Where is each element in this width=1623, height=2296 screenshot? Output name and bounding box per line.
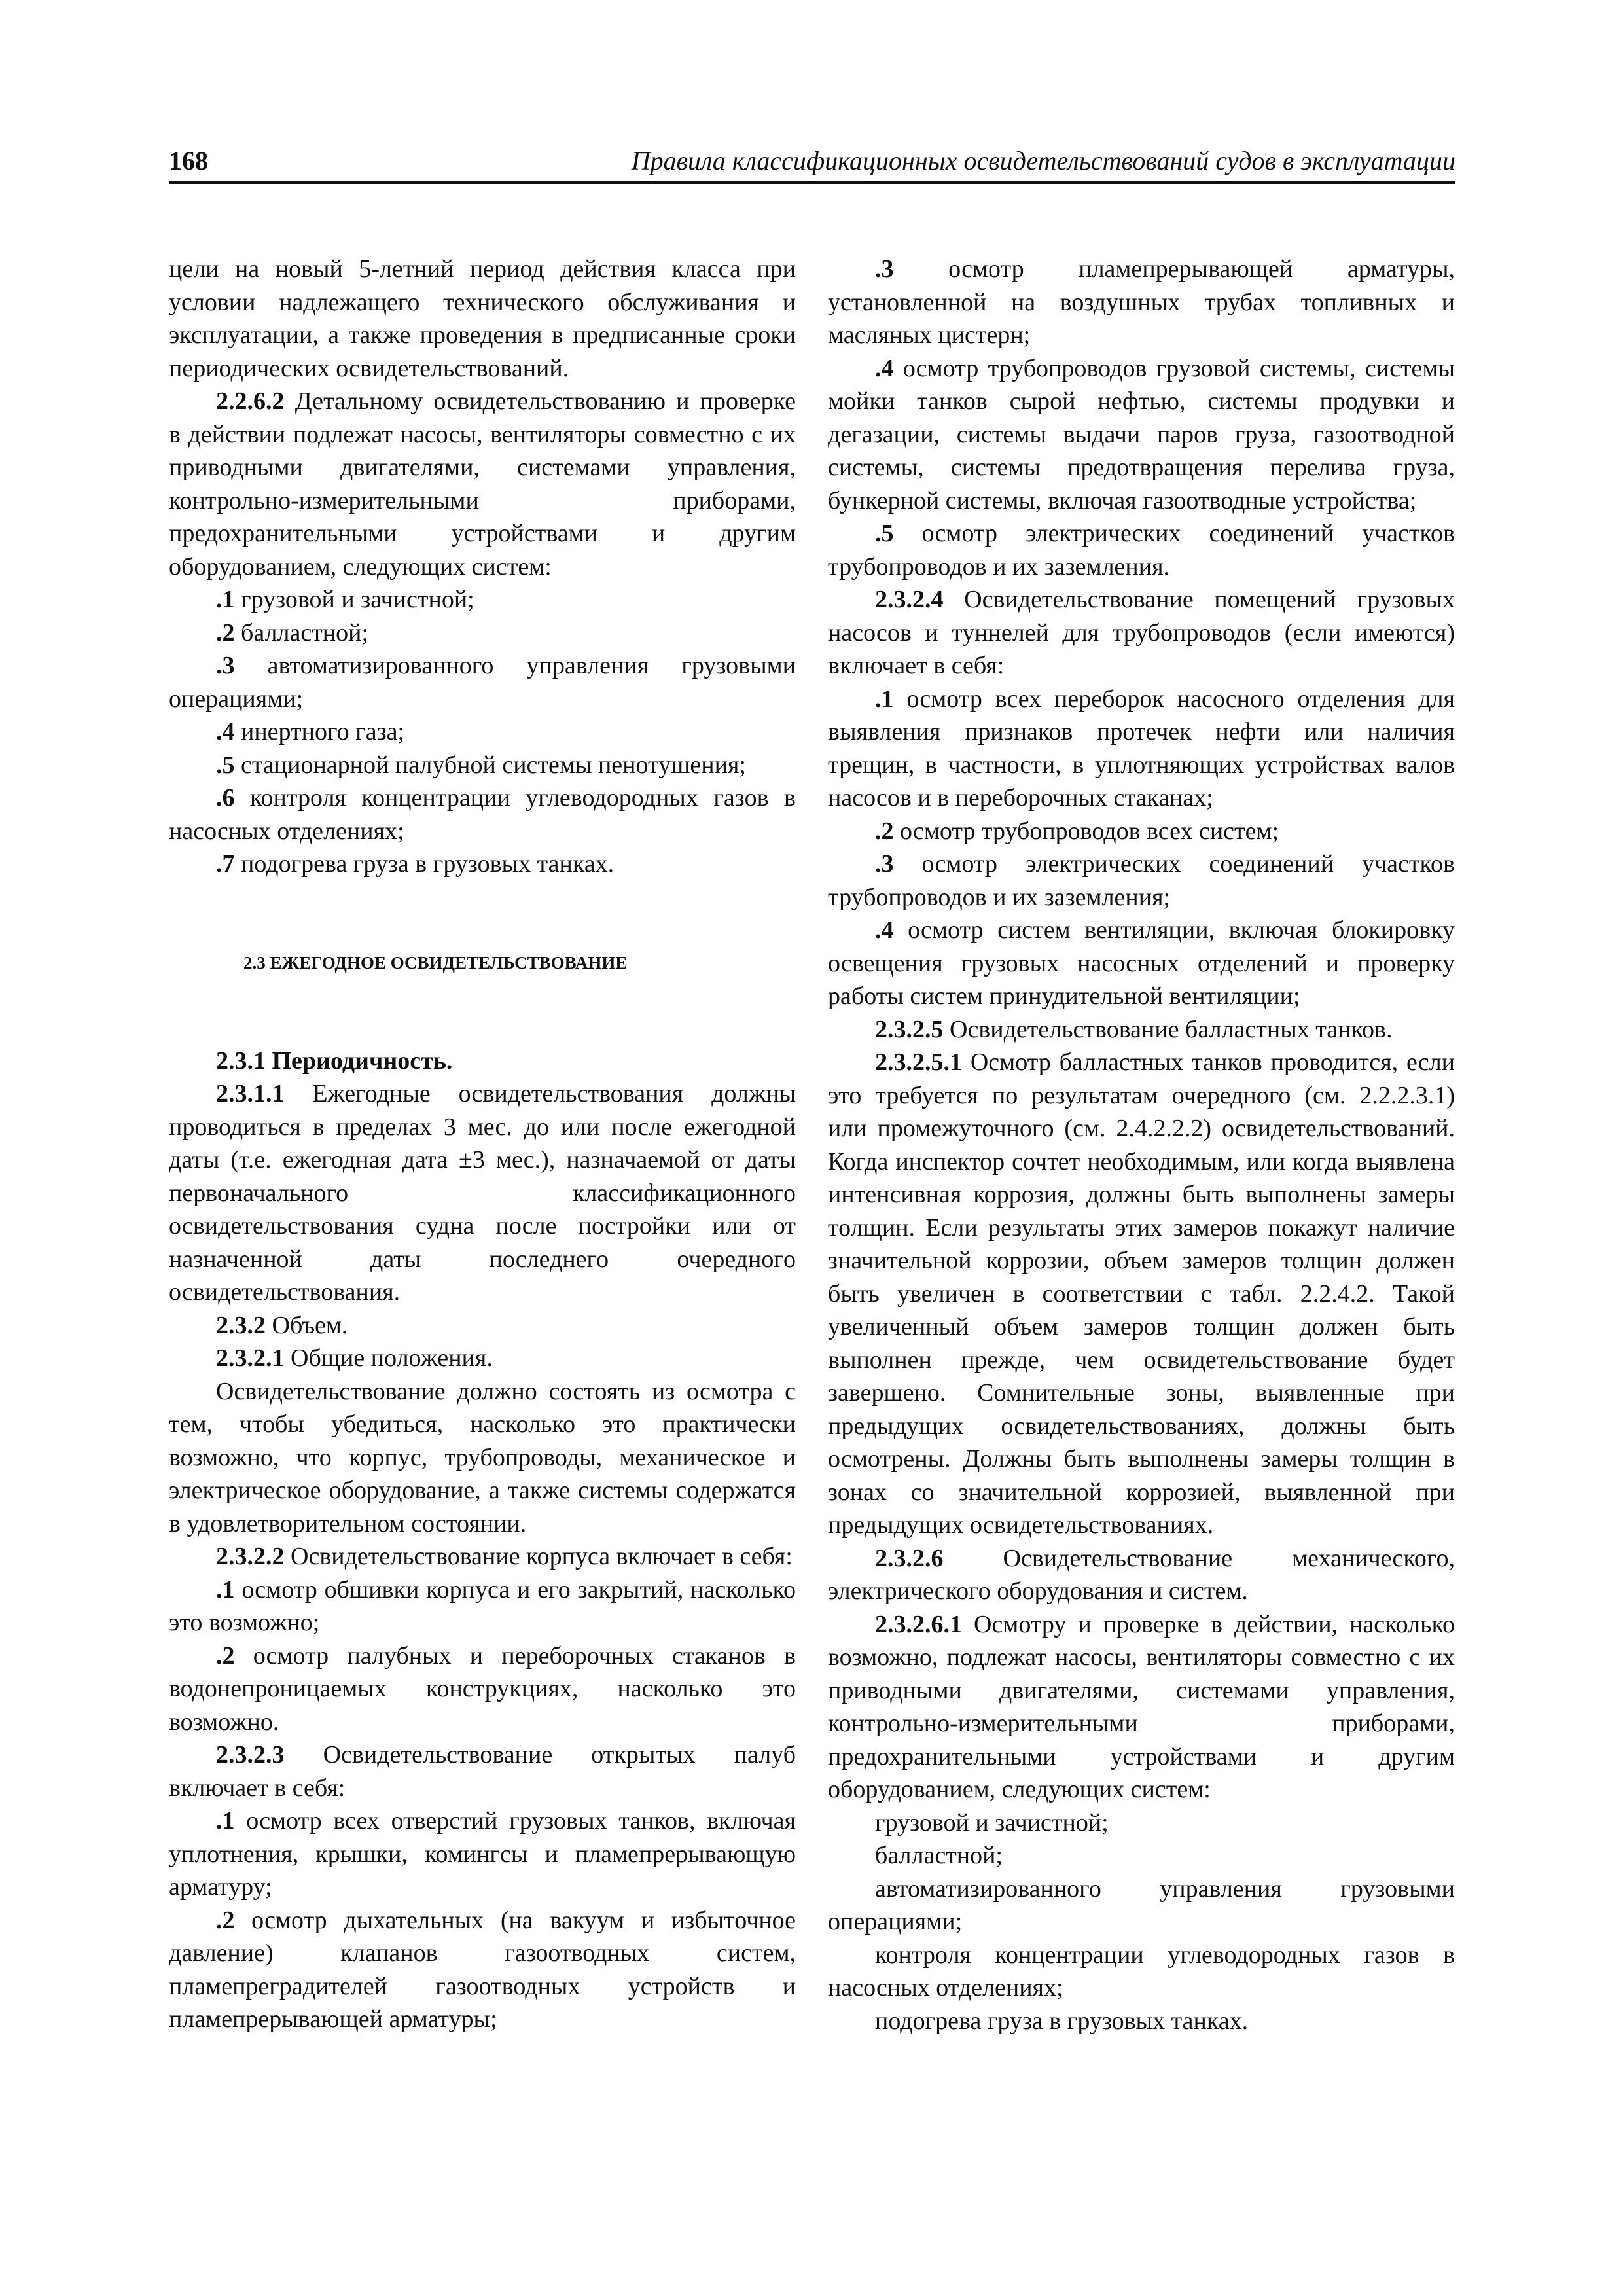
list-text: осмотр трубопроводов всех систем; xyxy=(893,817,1279,845)
paragraph-2-3-2-2 xyxy=(169,1540,796,1573)
list-number: .1 xyxy=(216,1575,235,1604)
list-text: грузовой и зачистной; xyxy=(234,586,474,613)
list-item xyxy=(828,517,1455,583)
list-item xyxy=(828,848,1455,914)
list-text: осмотр всех отверстий грузовых танков, включая уплотнения, крышки, комингсы и пламепрерывающую арматуру; xyxy=(169,1807,796,1901)
list-number: .2 xyxy=(216,1641,235,1670)
right-column xyxy=(828,253,1455,2037)
list-item xyxy=(828,815,1455,848)
clause-number: 2.3.1.1 xyxy=(216,1080,285,1107)
list-number: .1 xyxy=(216,586,235,613)
list-number: .4 xyxy=(875,916,894,944)
list-number: .3 xyxy=(875,850,894,878)
list-number: .2 xyxy=(216,619,235,647)
page-header xyxy=(169,144,1455,184)
list-item xyxy=(828,253,1455,352)
clause-number: 2.3.2.2 xyxy=(216,1543,285,1570)
spacer xyxy=(169,881,796,946)
paragraph-2-3-1-1 xyxy=(169,1077,796,1309)
list-item xyxy=(169,1573,796,1640)
clause-text: Освидетельствование балластных танков. xyxy=(943,1015,1393,1043)
list-number: .7 xyxy=(216,850,235,878)
list-text: осмотр всех переборок насосного отделения для выявления признаков протечек нефти или наличия трещин, в частности, в уплотняющих устройствах валов насосов и в переборочных стаканах; xyxy=(828,685,1455,812)
list-text: контроля концентрации углеводородных газов в насосных отделениях; xyxy=(169,784,796,845)
clause-title: Общие положения. xyxy=(284,1344,493,1372)
list-number: .2 xyxy=(216,1906,235,1934)
paragraph-2-3-2 xyxy=(169,1309,796,1342)
paragraph-2-3-2-6-1 xyxy=(828,1608,1455,1806)
list-number: .1 xyxy=(875,685,894,713)
clause-number: 2.3.2 xyxy=(216,1311,266,1339)
list-text: автоматизированного управления грузовыми операциями; xyxy=(169,652,796,713)
list-text: осмотр электрических соединений участков трубопроводов и их заземления. xyxy=(828,520,1455,581)
list-text: балластной; xyxy=(234,619,369,647)
list-item xyxy=(169,1904,796,2036)
list-item xyxy=(828,683,1455,815)
list-text: осмотр систем вентиляции, включая блокировку освещения грузовых насосных отделений и проверку работы систем принудительной вентиляции; xyxy=(828,916,1455,1010)
clause-number: 2.3.2.6 xyxy=(875,1544,944,1572)
list-text: осмотр электрических соединений участков трубопроводов и их заземления; xyxy=(828,850,1455,911)
list-text: подогрева груза в грузовых танках. xyxy=(234,850,615,878)
clause-number: 2.3.2.4 xyxy=(875,586,944,613)
list-item xyxy=(169,583,796,617)
section-heading: 2.3 ЕЖЕГОДНОЕ ОСВИДЕТЕЛЬСТВОВАНИЕ xyxy=(243,952,628,973)
paragraph-2-3-2-3 xyxy=(169,1738,796,1804)
list-item xyxy=(169,649,796,715)
clause-text: Осмотр балластных танков проводится, если это требуется по результатам очередного (см. 2.2.2.3.1) или промежуточного (см. 2.4.2.2.2) освидетельствований. Когда инспектор сочтет необходимым, или когда выявлена интенсивная коррозия, должны быть выполнены замеры толщин. Если результаты этих замеров покажут наличие значительной коррозии, объем замеров толщин должен быть увеличен в соответствии с табл. 2.2.4.2. Такой увеличенный объем замеров толщин должен быть выполнен прежде, чем освидетельствование будет завершено. Сомнительные зоны, выявленные при предыдущих освидетельствованиях, должны быть осмотрены. Должны быть выполнены замеры толщин в зонах со значительной коррозией, выявленной при предыдущих освидетельствованиях. xyxy=(828,1049,1455,1539)
clause-number: 2.3.2.1 xyxy=(216,1344,285,1372)
clause-text: Осмотру и проверке в действии, насколько возможно, подлежат насосы, вентиляторы совместно с их приводными двигателями, системами управления, контрольно-измерительными приборами, предохранительными устройствами и другим оборудованием, следующих систем: xyxy=(828,1610,1455,1803)
clause-text: Детальному освидетельствованию и проверке в действии подлежат насосы, вентиляторы совместно с их приводными двигателями, системами управления, контрольно-измерительными приборами, предохранительными устройствами и другим оборудованием, следующих систем: xyxy=(169,387,796,581)
clause-number: 2.3.2.3 xyxy=(216,1741,285,1768)
list-item xyxy=(169,1804,796,1904)
clause-text: Ежегодные освидетельствования должны проводиться в пределах 3 мес. до или после ежегодной даты (т.е. ежегодная дата ±3 мес.), назначаемой от даты первоначального классификационного освидетельствования судна после постройки или от назначенной даты последнего очередного освидетельствования. xyxy=(169,1080,796,1306)
list-number: .1 xyxy=(216,1807,235,1835)
list-item xyxy=(828,352,1455,518)
list-item xyxy=(169,781,796,848)
list-text: стационарной палубной системы пенотушения; xyxy=(234,751,746,779)
list-item xyxy=(169,715,796,749)
running-title: Правила классификационных освидетельствований судов в эксплуатации xyxy=(631,146,1455,175)
clause-number: 2.2.6.2 xyxy=(216,387,285,415)
paragraph-2-3-2-4 xyxy=(828,583,1455,683)
clause-number: 2.3.2.6.1 xyxy=(875,1610,962,1638)
list-number: .6 xyxy=(216,784,235,812)
list-item xyxy=(828,914,1455,1013)
list-item xyxy=(169,749,796,782)
paragraph: цели на новый 5-летний период действия класса при условии надлежащего технического обслуживания и эксплуатации, а также проведения в предписанные сроки периодических освидетельствований. xyxy=(169,255,796,382)
list-item: автоматизированного управления грузовыми операциями; xyxy=(828,1874,1455,1935)
clause-text: Освидетельствование корпуса включает в себя: xyxy=(284,1543,793,1570)
paragraph-2-3-2-5-1 xyxy=(828,1046,1455,1542)
list-number: .3 xyxy=(875,255,894,283)
list-item xyxy=(169,1640,796,1739)
list-number: .2 xyxy=(875,817,894,845)
list-text: осмотр обшивки корпуса и его закрытий, насколько это возможно; xyxy=(169,1575,796,1636)
paragraph-2-3-2-1 xyxy=(169,1342,796,1375)
list-number: .4 xyxy=(875,354,894,382)
clause-title: Объем. xyxy=(266,1311,348,1339)
paragraph-2-2-6-2 xyxy=(169,385,796,583)
list-text: осмотр трубопроводов грузовой системы, системы мойки танков сырой нефтью, системы продувки и дегазации, системы выдачи паров груза, газоотводной системы, системы предотвращения перелива груза, бункерной системы, включая газоотводные устройства; xyxy=(828,354,1455,514)
clause-number: 2.3.2.5 xyxy=(875,1015,944,1043)
spacer xyxy=(169,979,796,1045)
left-column xyxy=(169,253,796,2036)
list-item xyxy=(169,617,796,650)
list-item: грузовой и зачистной; xyxy=(875,1808,1109,1837)
clause-number: 2.3.1 xyxy=(216,1047,266,1075)
list-text: инертного газа; xyxy=(234,718,405,745)
paragraph-2-3-1 xyxy=(169,1045,796,1078)
paragraph-2-3-2-6 xyxy=(828,1542,1455,1608)
list-number: .5 xyxy=(875,520,894,547)
clause-text: Освидетельствование открытых палуб включает в себя: xyxy=(169,1741,796,1802)
list-item: контроля концентрации углеводородных газов в насосных отделениях; xyxy=(828,1941,1455,2001)
paragraph: Освидетельствование должно состоять из осмотра с тем, чтобы убедиться, насколько это практически возможно, что корпус, трубопроводы, механическое и электрическое оборудование, а также системы содержатся в удовлетворительном состоянии. xyxy=(169,1377,796,1537)
list-item xyxy=(169,848,796,881)
list-text: осмотр пламепрерывающей арматуры, установленной на воздушных трубах топливных и масляных цистерн; xyxy=(828,255,1455,349)
list-number: .4 xyxy=(216,718,235,745)
list-item: подогрева груза в грузовых танках. xyxy=(875,2007,1249,2035)
list-number: .3 xyxy=(216,652,235,679)
paragraph-2-3-2-5 xyxy=(828,1013,1455,1047)
clause-number: 2.3.2.5.1 xyxy=(875,1049,962,1076)
list-text: осмотр палубных и переборочных стаканов в водонепроницаемых конструкциях, насколько это возможно. xyxy=(169,1641,796,1736)
clause-text: Освидетельствование помещений грузовых насосов и туннелей для трубопроводов (если имеются) включает в себя: xyxy=(828,586,1455,679)
clause-title: Периодичность. xyxy=(266,1047,453,1075)
clause-text: Освидетельствование механического, электрического оборудования и систем. xyxy=(828,1544,1455,1605)
list-text: осмотр дыхательных (на вакуум и избыточное давление) клапанов газоотводных систем, пламепреградителей газоотводных устройств и пламепрерывающей арматуры; xyxy=(169,1906,796,2033)
list-item: балластной; xyxy=(875,1842,1003,1869)
page-number: 168 xyxy=(169,146,208,175)
list-number: .5 xyxy=(216,751,235,779)
